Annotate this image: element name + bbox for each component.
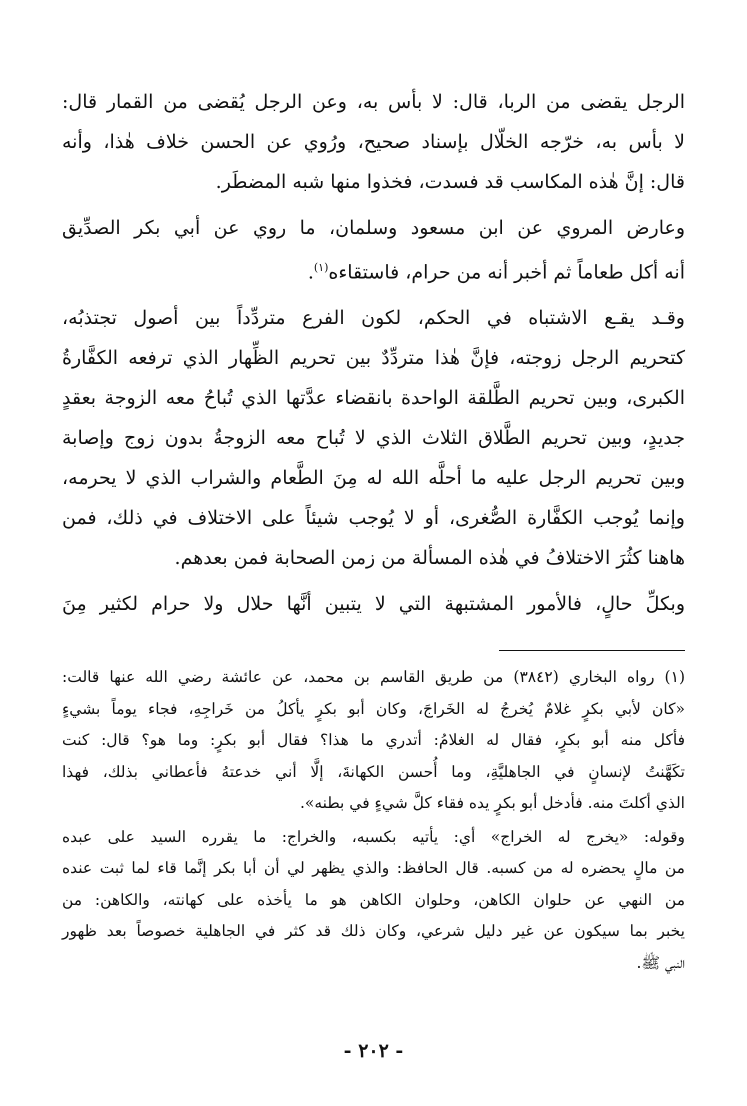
footnotes (62, 662, 685, 979)
text-line: لا بأس به، خرّجه الخلّال بإسناد صحيح، ورُوي عن الحسن خلاف هٰذا، وأنه (62, 131, 685, 153)
text-line (62, 248, 685, 292)
footnote-line: النبي ﷺ. (636, 953, 685, 972)
footnote-line: الذي أكلتَ منه. فأدخل أبو بكرٍ يده فقاء كلَّ شيءٍ في بطنه». (299, 794, 685, 812)
paragraph-1 (62, 82, 685, 202)
text-line-content: أنه أكل طعاماً ثم أخبر أنه من حرام، فاستقاءه (328, 261, 685, 284)
paragraph-4 (62, 584, 685, 624)
main-text (62, 82, 685, 624)
text-line: الرجل يقضى من الربا، قال: لا بأس به، وعن الرجل يُقضى من القمار قال: (62, 91, 685, 113)
footnote-line: يخبر بما سيكون عن غير دليل شرعي، وكان ذلك قد كثر في الجاهلية خصوصاً بعد ظهور (62, 922, 685, 940)
text-line: جديدٍ، وبين تحريم الطَّلاق الثلاث الذي لا تُباح معه الزوجةُ بدون زوج وإصابة (62, 427, 685, 450)
footnote-line: من النهي عن حلوان الكاهن، وحلوان الكاهن هو ما يأخذه على كهانته، والكاهن: من (62, 890, 685, 909)
page-number: - ٢٠٢ - (343, 1040, 404, 1062)
footnote-ref: (١) (313, 261, 329, 274)
text-line: وقـد يقـع الاشتباه في الحكم، لكون الفرع متردِّداً بين أصول تجتذبُه، (62, 307, 685, 330)
footnote-line: وقوله: «يخرج له الخراج» أي: يأتيه بكسبه، والخراج: ما يقرره السيد على عبده (62, 827, 685, 846)
text-line: قال: إنَّ هٰذه المكاسب قد فسدت، فخذوا منها شبه المضطَر. (215, 171, 685, 193)
text-line: الكبرى، وبين تحريم الطَّلقة الواحدة بانقضاء عدَّتها الذي تُباحُ معه الزوجة بعقدٍ (62, 387, 685, 410)
text-line: وبكلِّ حالٍ، فالأمور المشتبهة التي لا يتبين أنَّها حلال ولا حرام لكثير مِنَ (62, 593, 685, 616)
text-line: وعارض المروي عن ابن مسعود وسلمان، ما روي عن أبي بكر الصدِّيق (62, 217, 685, 239)
footnote-line: (١) رواه البخاري (٣٨٤٢) من طريق القاسم بن محمد، عن عائشة رضي الله عنها قالت: (62, 668, 685, 686)
text-line: وبين تحريم الرجل عليه ما أحلَّه الله له مِنَ الطَّعام والشراب الذي لا يحرمه، (62, 467, 685, 490)
text-line: وإنما يُوجب الكفَّارة الصُّغرى، أو لا يُوجب شيئاً على الاختلاف في ذلك، فمن (62, 507, 685, 530)
footnote-commentary (62, 822, 685, 980)
text-line: هاهنا كثُرَ الاختلافُ في هٰذه المسألة من زمن الصحابة فمن بعدهم. (174, 547, 685, 570)
paragraph-2 (62, 208, 685, 292)
footnote-line: فأكل منه أبو بكرٍ، فقال له الغلامُ: أتدري ما هذا؟ فقال أبو بكرٍ: وما هو؟ قال: كنت (62, 731, 685, 749)
footnote-divider (499, 650, 685, 651)
footnote-line: من مالٍ يحضره له من كسبه. قال الحافظ: والذي يظهر لي أن أبا بكر إنَّما قاء لما ثبت عنده (62, 859, 685, 877)
text-line: كتحريم الرجل زوجته، فإنَّ هٰذا متردِّدٌ بين تحريم الظِّهار الذي ترفعه الكفَّارةُ (62, 347, 685, 370)
paragraph-3 (62, 298, 685, 578)
line-end: . (307, 261, 314, 284)
footnote-line: «كان لأبي بكرٍ غلامٌ يُخرجُ له الخَراجَ، وكان أبو بكرٍ يأكلُ من خَراجِهِ، فجاء يوماً بشيءٍ (62, 699, 685, 718)
footnote-line: تكَهَّنتُ لإنسانٍ في الجاهليَّةِ، وما أُحسن الكهانةَ، إلَّا أني خدعتهُ فأعطاني بذلك، فهذا (62, 762, 685, 781)
